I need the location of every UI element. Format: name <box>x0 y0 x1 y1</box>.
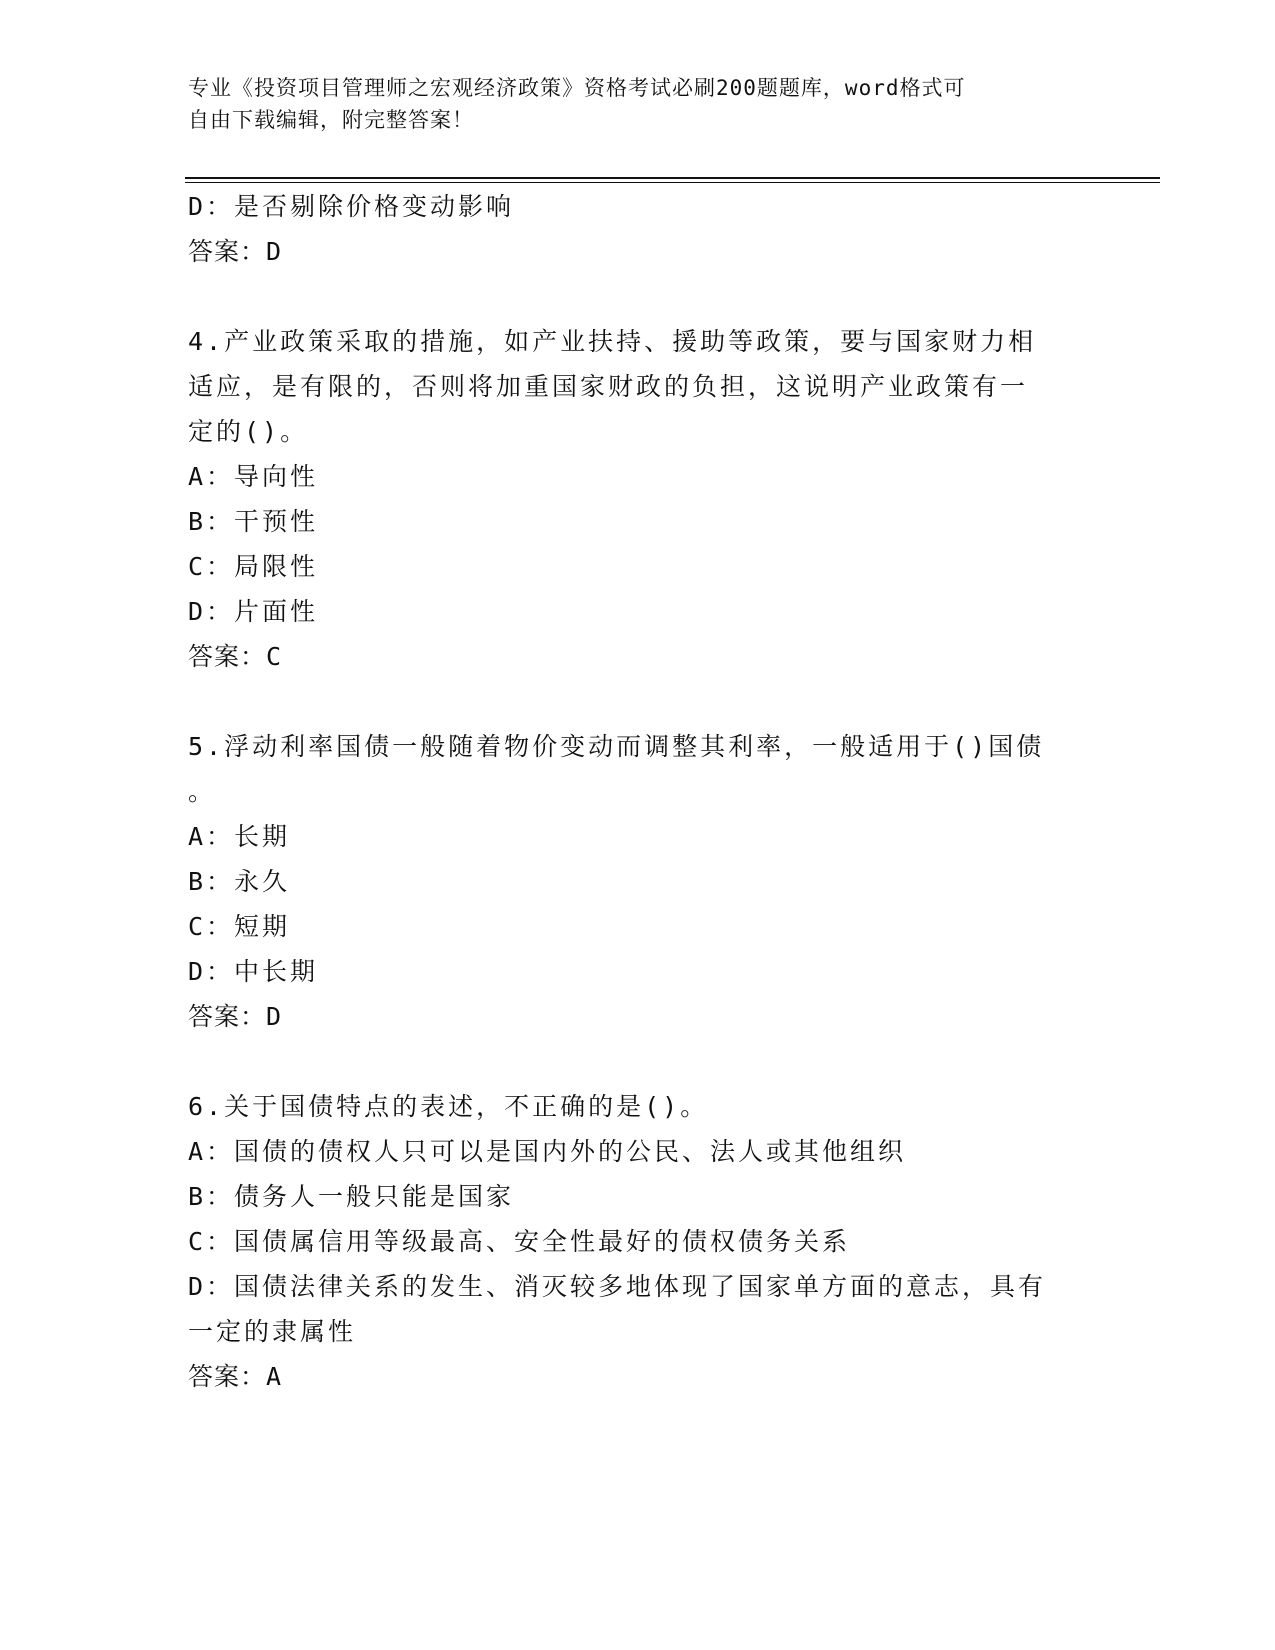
q5-answer: 答案：D <box>188 1002 283 1031</box>
q6-option-b: B：债务人一般只能是国家 <box>188 1182 515 1211</box>
q6-option-d-continued: 一定的隶属性 <box>188 1317 357 1346</box>
q4-option-b: B：干预性 <box>188 507 319 536</box>
q6-option-a: A：国债的债权人只可以是国内外的公民、法人或其他组织 <box>188 1137 907 1166</box>
q4-option-d: D：片面性 <box>188 597 319 626</box>
header-line-1: 专业《投资项目管理师之宏观经济政策》资格考试必刷200题题库，word格式可 <box>188 76 966 100</box>
q4-stem-line-1: 4.产业政策采取的措施，如产业扶持、援助等政策，要与国家财力相 <box>188 327 1037 356</box>
q4-stem-line-3: 定的()。 <box>188 417 309 446</box>
q4-option-a: A：导向性 <box>188 462 319 491</box>
q5-stem-line-2: 。 <box>188 777 217 806</box>
prev-option-d: D：是否剔除价格变动影响 <box>188 192 515 221</box>
document-header <box>188 72 1068 136</box>
q4-stem-line-2: 适应，是有限的，否则将加重国家财政的负担，这说明产业政策有一 <box>188 372 1029 401</box>
header-divider-thin <box>185 182 1160 183</box>
q6-stem-line-1: 6.关于国债特点的表述，不正确的是()。 <box>188 1092 709 1121</box>
q6-option-c: C：国债属信用等级最高、安全性最好的债权债务关系 <box>188 1227 851 1256</box>
q5-stem-line-1: 5.浮动利率国债一般随着物价变动而调整其利率，一般适用于()国债 <box>188 732 1045 761</box>
q6-answer: 答案：A <box>188 1362 283 1391</box>
prev-answer: 答案：D <box>188 237 283 266</box>
q5-option-c: C：短期 <box>188 912 291 941</box>
q5-option-a: A：长期 <box>188 822 291 851</box>
q4-answer: 答案：C <box>188 642 283 671</box>
header-line-2: 自由下载编辑，附完整答案！ <box>188 108 474 132</box>
q5-option-b: B：永久 <box>188 867 291 896</box>
header-divider-thick <box>185 177 1160 179</box>
q4-option-c: C：局限性 <box>188 552 319 581</box>
q5-option-d: D：中长期 <box>188 957 319 986</box>
q6-option-d: D：国债法律关系的发生、消灭较多地体现了国家单方面的意志，具有 <box>188 1272 1047 1301</box>
